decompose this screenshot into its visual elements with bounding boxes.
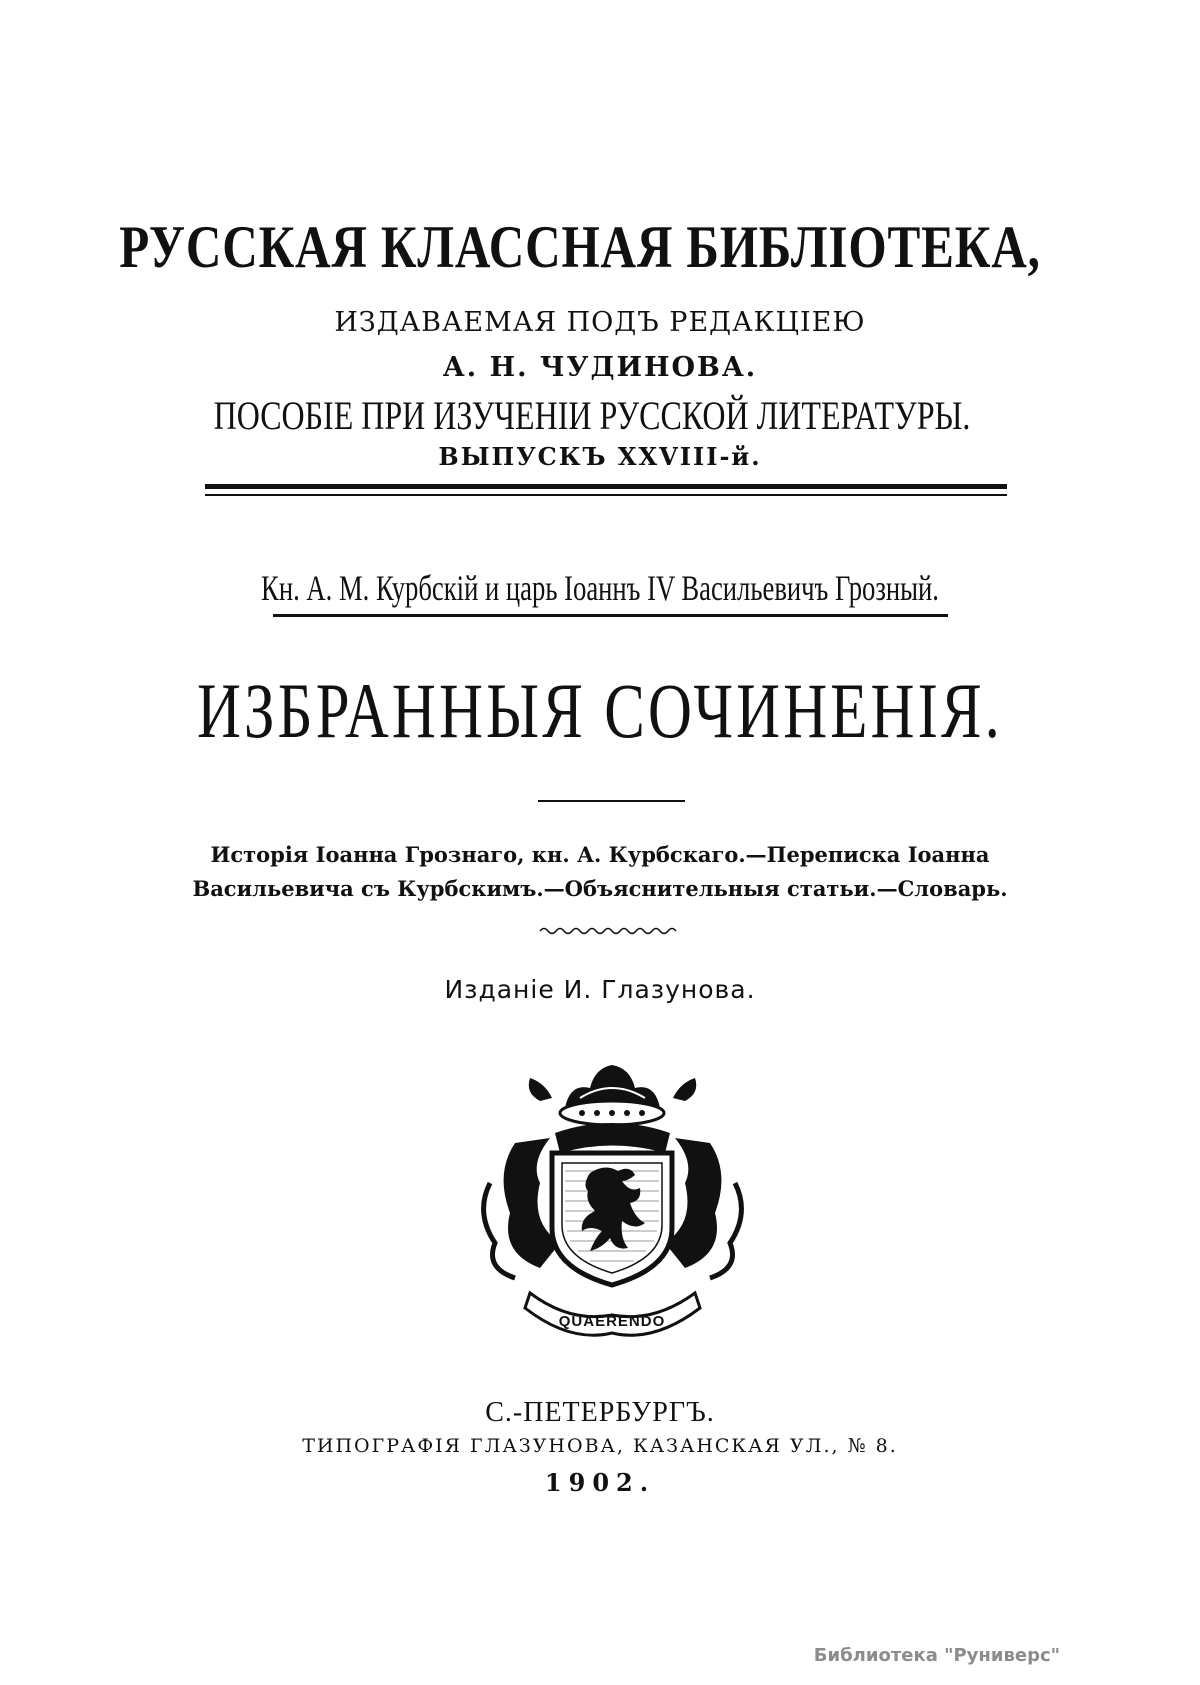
ornament-divider xyxy=(538,925,678,937)
book-authors: Кн. А. М. Курбскій и царь Іоаннъ IV Васильевичъ Грозный. xyxy=(261,568,939,608)
edition-line: Изданіе И. Глазунова. xyxy=(444,975,756,1004)
series-subtitle: ПОСОБІЕ ПРИ ИЗУЧЕНІИ РУССКОЙ ЛИТЕРАТУРЫ. xyxy=(213,393,971,438)
divider-thin xyxy=(205,494,1007,496)
emblem-motto: QUAERENDO xyxy=(558,1313,666,1330)
imprint-year: 1902. xyxy=(544,1468,656,1497)
authors-underline xyxy=(273,614,948,617)
contents-line-2: Васильевича съ Курбскимъ.—Объяснительныя статьи.—Словарь. xyxy=(192,876,1008,901)
contents-line-1: Исторія Іоанна Грознаго, кн. А. Курбскаго.—Переписка Іоанна xyxy=(210,842,990,867)
editor-line: ИЗДАВАЕМАЯ ПОДЪ РЕДАКЦІЕЮ xyxy=(334,307,866,338)
publisher-emblem xyxy=(470,1053,755,1338)
imprint-printer: ТИПОГРАФІЯ ГЛАЗУНОВА, КАЗАНСКАЯ УЛ., № 8. xyxy=(302,1435,898,1457)
imprint-city: С.-ПЕТЕРБУРГЪ. xyxy=(485,1397,715,1428)
library-watermark: Библиотека "Руниверс" xyxy=(813,1645,1060,1666)
divider-thick xyxy=(205,484,1007,489)
contents-summary xyxy=(0,838,1200,906)
book-title: ИЗБРАННЫЯ СОЧИНЕНІЯ. xyxy=(196,667,1004,754)
issue-number: ВЫПУСКЪ XXVIII-й. xyxy=(438,442,762,471)
series-title: РУССКАЯ КЛАССНАЯ БИБЛІОТЕКА, xyxy=(119,214,1041,280)
editor-name: А. Н. ЧУДИНОВА. xyxy=(442,352,758,383)
crest-crown-icon xyxy=(529,1065,697,1125)
title-divider xyxy=(538,800,685,802)
